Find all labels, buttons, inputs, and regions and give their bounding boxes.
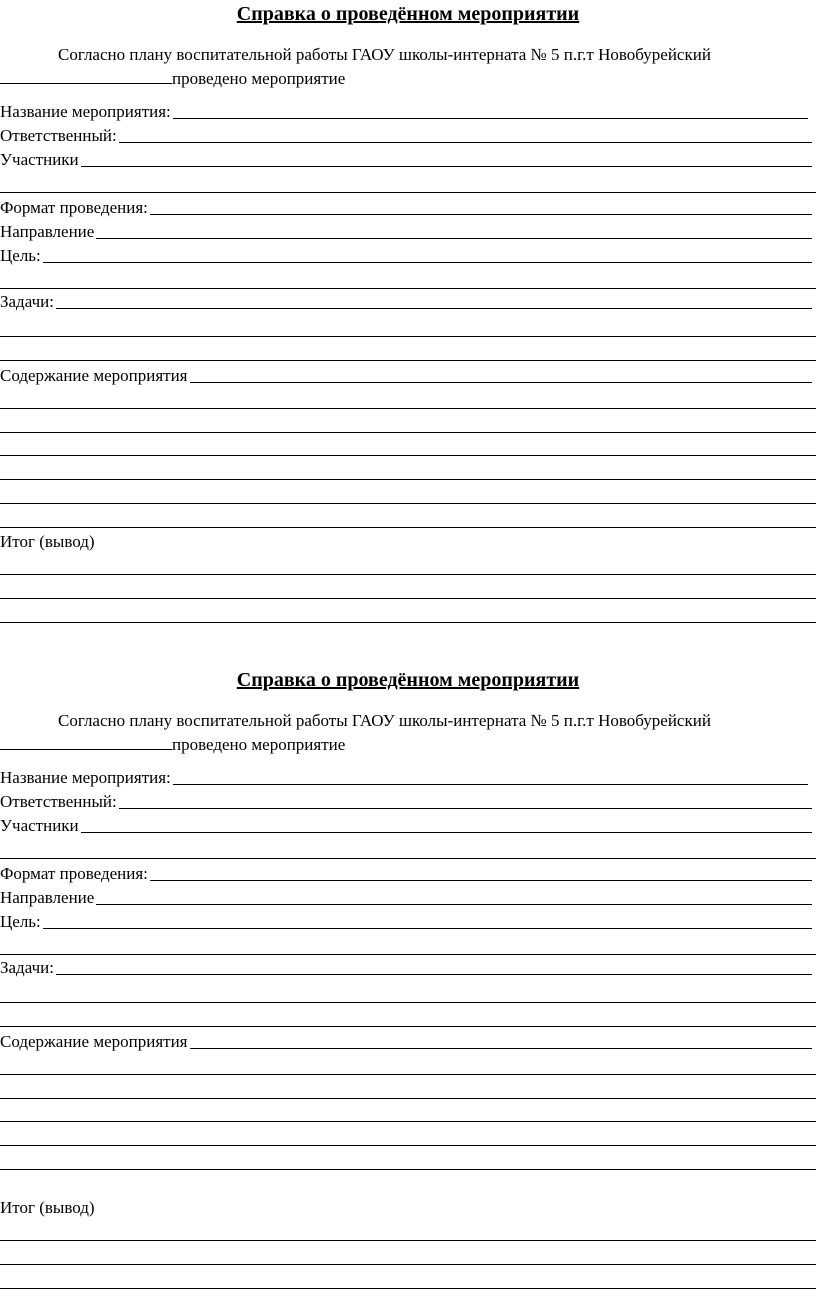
blank-line[interactable] bbox=[0, 432, 816, 433]
event-name-line[interactable] bbox=[173, 767, 808, 785]
responsible-line[interactable] bbox=[119, 125, 812, 143]
intro-text: Согласно плану воспитательной работы ГАОУ школы-интерната № 5 п.г.т Новобурейский bbox=[58, 45, 711, 64]
date-blank[interactable] bbox=[0, 733, 172, 750]
blank-line[interactable] bbox=[0, 1121, 816, 1122]
goal-line[interactable] bbox=[43, 911, 812, 929]
format-label: Формат проведения: bbox=[0, 864, 148, 883]
form-title: Справка о проведённом мероприятии bbox=[236, 3, 580, 25]
participants-line[interactable] bbox=[81, 815, 812, 833]
format-field[interactable] bbox=[0, 196, 812, 218]
blank-line[interactable] bbox=[0, 288, 816, 289]
blank-line[interactable] bbox=[0, 1074, 816, 1075]
content-line[interactable] bbox=[190, 1031, 813, 1049]
blank-line[interactable] bbox=[0, 360, 816, 361]
participants-label: Участники bbox=[0, 150, 79, 169]
tasks-field[interactable] bbox=[0, 290, 812, 312]
blank-line[interactable] bbox=[0, 455, 816, 456]
direction-line[interactable] bbox=[96, 887, 812, 905]
direction-field[interactable] bbox=[0, 220, 812, 242]
date-blank[interactable] bbox=[0, 67, 172, 84]
blank-line[interactable] bbox=[0, 1169, 816, 1170]
tasks-line[interactable] bbox=[56, 291, 812, 309]
blank-line[interactable] bbox=[0, 1288, 816, 1289]
content-line[interactable] bbox=[190, 365, 813, 383]
content-label: Содержание мероприятия bbox=[0, 1032, 188, 1051]
format-field[interactable] bbox=[0, 862, 812, 884]
tasks-line[interactable] bbox=[56, 957, 812, 975]
participants-field[interactable] bbox=[0, 148, 812, 170]
goal-line[interactable] bbox=[43, 245, 812, 263]
event-name-line[interactable] bbox=[173, 101, 808, 119]
participants-label: Участники bbox=[0, 816, 79, 835]
tasks-label: Задачи: bbox=[0, 958, 54, 977]
direction-label: Направление bbox=[0, 222, 95, 241]
responsible-label: Ответственный: bbox=[0, 792, 117, 811]
direction-line[interactable] bbox=[96, 221, 812, 239]
responsible-field[interactable] bbox=[0, 790, 812, 812]
intro-text-2: проведено мероприятие bbox=[172, 735, 346, 754]
event-name-field[interactable] bbox=[0, 766, 808, 788]
tasks-label: Задачи: bbox=[0, 292, 54, 311]
blank-line[interactable] bbox=[0, 408, 816, 409]
result-label: Итог (вывод) bbox=[0, 532, 95, 551]
responsible-field[interactable] bbox=[0, 124, 812, 146]
content-field[interactable] bbox=[0, 1030, 812, 1052]
direction-field[interactable] bbox=[0, 886, 812, 908]
blank-line[interactable] bbox=[0, 527, 816, 528]
blank-line[interactable] bbox=[0, 1002, 816, 1003]
intro-continuation bbox=[0, 733, 345, 756]
blank-line[interactable] bbox=[0, 336, 816, 337]
result-label: Итог (вывод) bbox=[0, 1198, 95, 1217]
direction-label: Направление bbox=[0, 888, 95, 907]
event-name-label: Название мероприятия: bbox=[0, 768, 171, 787]
format-line[interactable] bbox=[150, 863, 812, 881]
blank-line[interactable] bbox=[0, 622, 816, 623]
blank-line[interactable] bbox=[0, 1145, 816, 1146]
goal-field[interactable] bbox=[0, 910, 812, 932]
form-title: Справка о проведённом мероприятии bbox=[236, 669, 580, 691]
responsible-line[interactable] bbox=[119, 791, 812, 809]
goal-label: Цель: bbox=[0, 912, 41, 931]
blank-line[interactable] bbox=[0, 1240, 816, 1241]
content-field[interactable] bbox=[0, 364, 812, 386]
content-label: Содержание мероприятия bbox=[0, 366, 188, 385]
blank-line[interactable] bbox=[0, 574, 816, 575]
blank-line[interactable] bbox=[0, 858, 816, 859]
intro-text: Согласно плану воспитательной работы ГАОУ школы-интерната № 5 п.г.т Новобурейский bbox=[58, 711, 711, 730]
tasks-field[interactable] bbox=[0, 956, 812, 978]
format-line[interactable] bbox=[150, 197, 812, 215]
blank-line[interactable] bbox=[0, 954, 816, 955]
goal-label: Цель: bbox=[0, 246, 41, 265]
blank-line[interactable] bbox=[0, 598, 816, 599]
blank-line[interactable] bbox=[0, 1026, 816, 1027]
event-name-field[interactable] bbox=[0, 100, 808, 122]
participants-line[interactable] bbox=[81, 149, 812, 167]
intro-continuation bbox=[0, 67, 345, 90]
event-name-label: Название мероприятия: bbox=[0, 102, 171, 121]
responsible-label: Ответственный: bbox=[0, 126, 117, 145]
blank-line[interactable] bbox=[0, 479, 816, 480]
format-label: Формат проведения: bbox=[0, 198, 148, 217]
goal-field[interactable] bbox=[0, 244, 812, 266]
intro-text-2: проведено мероприятие bbox=[172, 69, 346, 88]
blank-line[interactable] bbox=[0, 192, 816, 193]
blank-line[interactable] bbox=[0, 503, 816, 504]
blank-line[interactable] bbox=[0, 1264, 816, 1265]
participants-field[interactable] bbox=[0, 814, 812, 836]
blank-line[interactable] bbox=[0, 1098, 816, 1099]
